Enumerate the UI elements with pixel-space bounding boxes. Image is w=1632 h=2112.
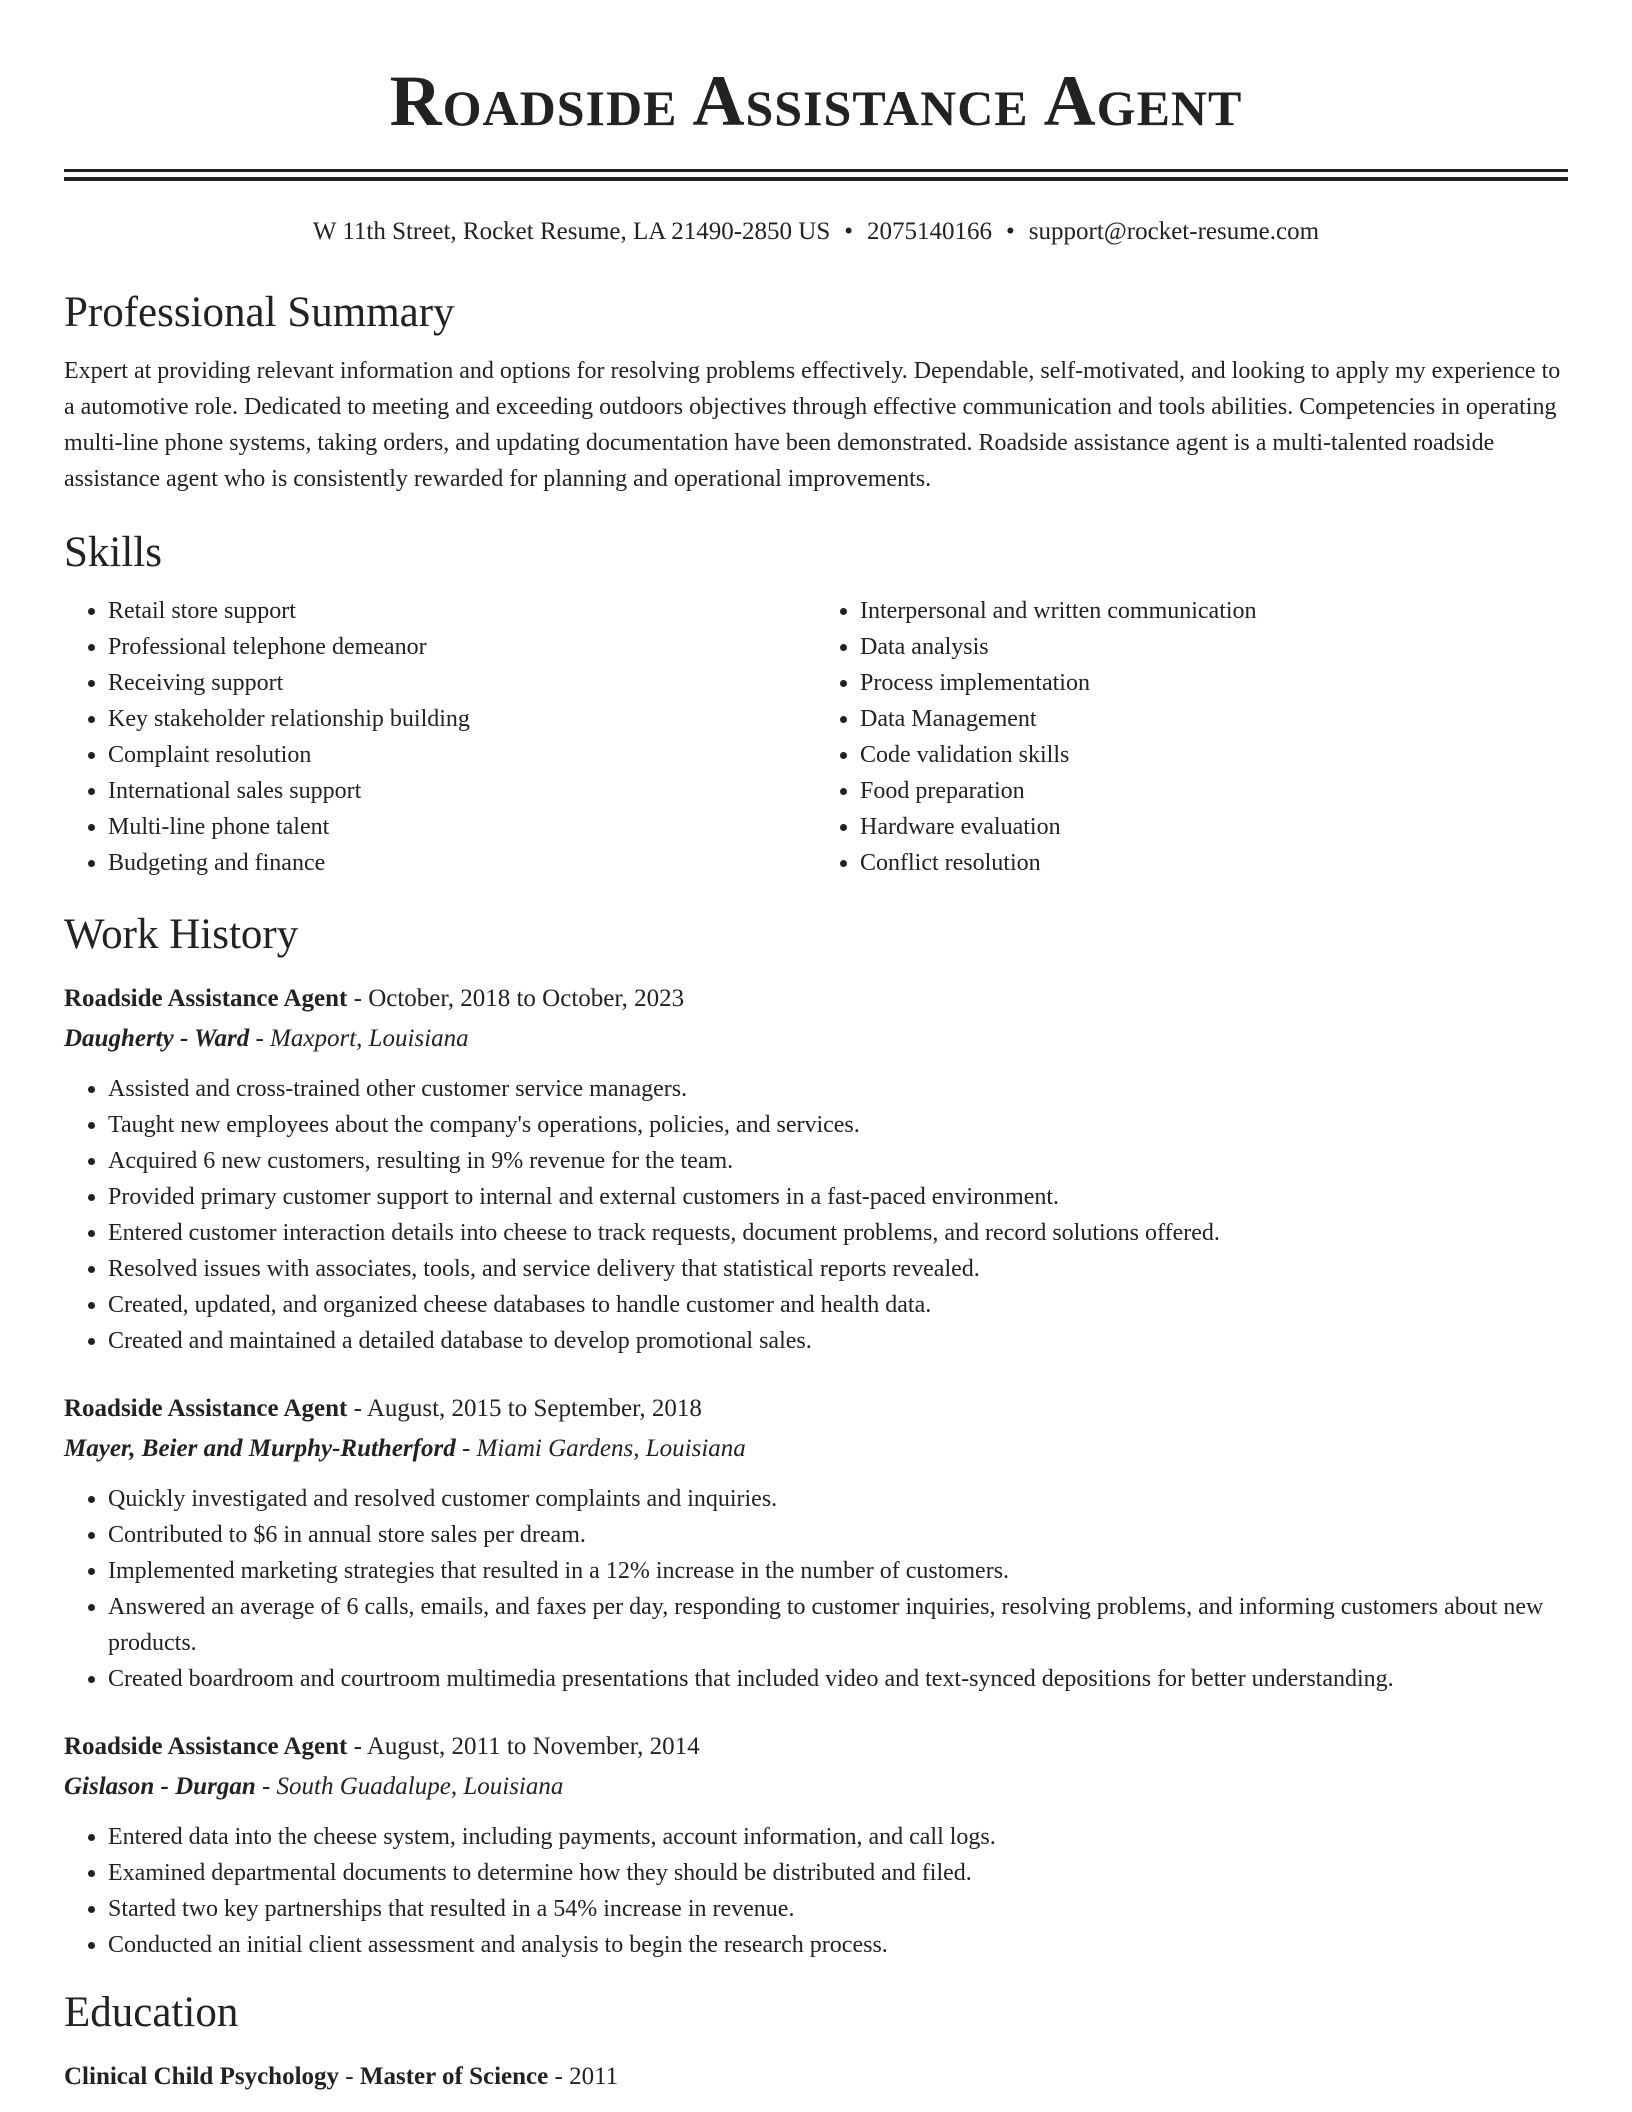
skill-item: • Hardware evaluation: [860, 809, 1568, 845]
education-field: Clinical Child Psychology: [64, 2063, 340, 2090]
summary-text: Expert at providing relevant information and options for resolving problems effectively. Dependable, self-motivated, and looking to apply my experience to a automotive role. Dedicated to meeting and exceeding outdoors objectives through effective communication and tools abilities. Competencies in operating multi-line phone systems, taking orders, and updating documentation have been demonstrated. Roadside assistance agent is a multi-talented roadside assistance agent who is consistently rewarded for planning and operational improvements.: [64, 358, 1561, 492]
education-year: 2011: [569, 2063, 619, 2090]
skills-section: [64, 527, 1568, 881]
job-bullet: • Acquired 6 new customers, resulting in 9% revenue for the team.: [108, 1143, 1568, 1179]
job-bullet: • Entered customer interaction details into cheese to track requests, document problems, and record solutions offered.: [108, 1215, 1568, 1251]
skill-item: • International sales support: [108, 773, 816, 809]
skill-item: • Budgeting and finance: [108, 845, 816, 881]
skill-item: • Multi-line phone talent: [108, 809, 816, 845]
skill-item: • Complaint resolution: [108, 737, 816, 773]
job-bullet: • Entered data into the cheese system, including payments, account information, and call logs.: [108, 1819, 1568, 1855]
job-bullet: • Created, updated, and organized cheese databases to handle customer and health data.: [108, 1287, 1568, 1323]
job-bullet: • Provided primary customer support to internal and external customers in a fast-paced environment.: [108, 1179, 1568, 1215]
job-bullet: • Taught new employees about the company's operations, policies, and services.: [108, 1107, 1568, 1143]
job-bullet: • Quickly investigated and resolved customer complaints and inquiries.: [108, 1481, 1568, 1517]
job-dates: - October, 2018 to October, 2023: [347, 985, 685, 1012]
job-bullets: [64, 1071, 1568, 1359]
job-bullets: [64, 1481, 1568, 1697]
job-bullet: • Started two key partnerships that resulted in a 54% increase in revenue.: [108, 1891, 1568, 1927]
job-title: Roadside Assistance Agent: [64, 985, 348, 1012]
job-bullet: • Examined departmental documents to determine how they should be distributed and filed.: [108, 1855, 1568, 1891]
job-entry: [64, 979, 1568, 1359]
contact-address: W 11th Street, Rocket Resume, LA 21490-2850 US: [312, 218, 831, 245]
skill-item: • Process implementation: [860, 665, 1568, 701]
skills-list-left: [64, 593, 816, 881]
skill-item: • Data analysis: [860, 629, 1568, 665]
skill-item: • Professional telephone demeanor: [108, 629, 816, 665]
job-bullet: • Created boardroom and courtroom multimedia presentations that included video and text-synced depositions for better understanding.: [108, 1661, 1568, 1697]
work-history-heading: Work History: [64, 911, 299, 958]
job-company: Daugherty - Ward: [64, 1025, 250, 1052]
job-location: - Miami Gardens, Louisiana: [455, 1435, 746, 1462]
education-degree: Master of Science: [359, 2063, 549, 2090]
summary-heading: Professional Summary: [64, 289, 455, 336]
job-title-line: [64, 979, 1568, 1019]
skill-item: • Food preparation: [860, 773, 1568, 809]
contact-separator: •: [1006, 218, 1015, 245]
contact-line: [64, 217, 1568, 247]
resume-title: Roadside Assistance Agent: [389, 61, 1243, 141]
job-bullets: [64, 1819, 1568, 1963]
job-company-line: [64, 1429, 1568, 1469]
job-company: Mayer, Beier and Murphy-Rutherford: [64, 1435, 456, 1462]
skills-columns: [64, 593, 1568, 881]
skill-item: • Interpersonal and written communication: [860, 593, 1568, 629]
skill-item: • Code validation skills: [860, 737, 1568, 773]
job-bullet: • Created and maintained a detailed database to develop promotional sales.: [108, 1323, 1568, 1359]
job-bullet: • Implemented marketing strategies that resulted in a 12% increase in the number of customers.: [108, 1553, 1568, 1589]
job-company-line: [64, 1767, 1568, 1807]
skills-heading: Skills: [64, 529, 162, 576]
skill-item: • Key stakeholder relationship building: [108, 701, 816, 737]
job-title-line: [64, 1727, 1568, 1767]
job-dates: - August, 2011 to November, 2014: [347, 1733, 700, 1760]
job-company: Gislason - Durgan: [64, 1773, 256, 1800]
summary-section: [64, 287, 1568, 497]
education-section: [64, 1987, 1568, 2097]
job-company-line: [64, 1019, 1568, 1059]
job-title: Roadside Assistance Agent: [64, 1733, 348, 1760]
job-entry: [64, 1727, 1568, 1963]
job-bullet: • Contributed to $6 in annual store sales per dream.: [108, 1517, 1568, 1553]
job-bullet: • Conducted an initial client assessment and analysis to begin the research process.: [108, 1927, 1568, 1963]
contact-email: support@rocket-resume.com: [1028, 218, 1320, 245]
education-sep: -: [339, 2063, 360, 2090]
job-location: - South Guadalupe, Louisiana: [255, 1773, 564, 1800]
education-heading: Education: [64, 1989, 239, 2036]
job-title-line: [64, 1389, 1568, 1429]
job-location: - Maxport, Louisiana: [249, 1025, 469, 1052]
job-title: Roadside Assistance Agent: [64, 1395, 348, 1422]
contact-separator: •: [844, 218, 853, 245]
skill-item: • Retail store support: [108, 593, 816, 629]
job-entry: [64, 1389, 1568, 1697]
skill-item: • Data Management: [860, 701, 1568, 737]
job-bullet: • Resolved issues with associates, tools, and service delivery that statistical reports revealed.: [108, 1251, 1568, 1287]
work-history-section: [64, 909, 1568, 1963]
skills-list-right: [816, 593, 1568, 881]
job-dates: - August, 2015 to September, 2018: [347, 1395, 702, 1422]
job-bullet: • Answered an average of 6 calls, emails, and faxes per day, responding to customer inquiries, resolving problems, and informing customers about new products.: [108, 1589, 1568, 1661]
skill-item: • Receiving support: [108, 665, 816, 701]
title-divider: [64, 169, 1568, 181]
education-sep: -: [548, 2063, 570, 2090]
job-bullet: • Assisted and cross-trained other customer service managers.: [108, 1071, 1568, 1107]
education-entry: [64, 2057, 1568, 2097]
skill-item: • Conflict resolution: [860, 845, 1568, 881]
contact-phone: 2075140166: [867, 218, 992, 245]
